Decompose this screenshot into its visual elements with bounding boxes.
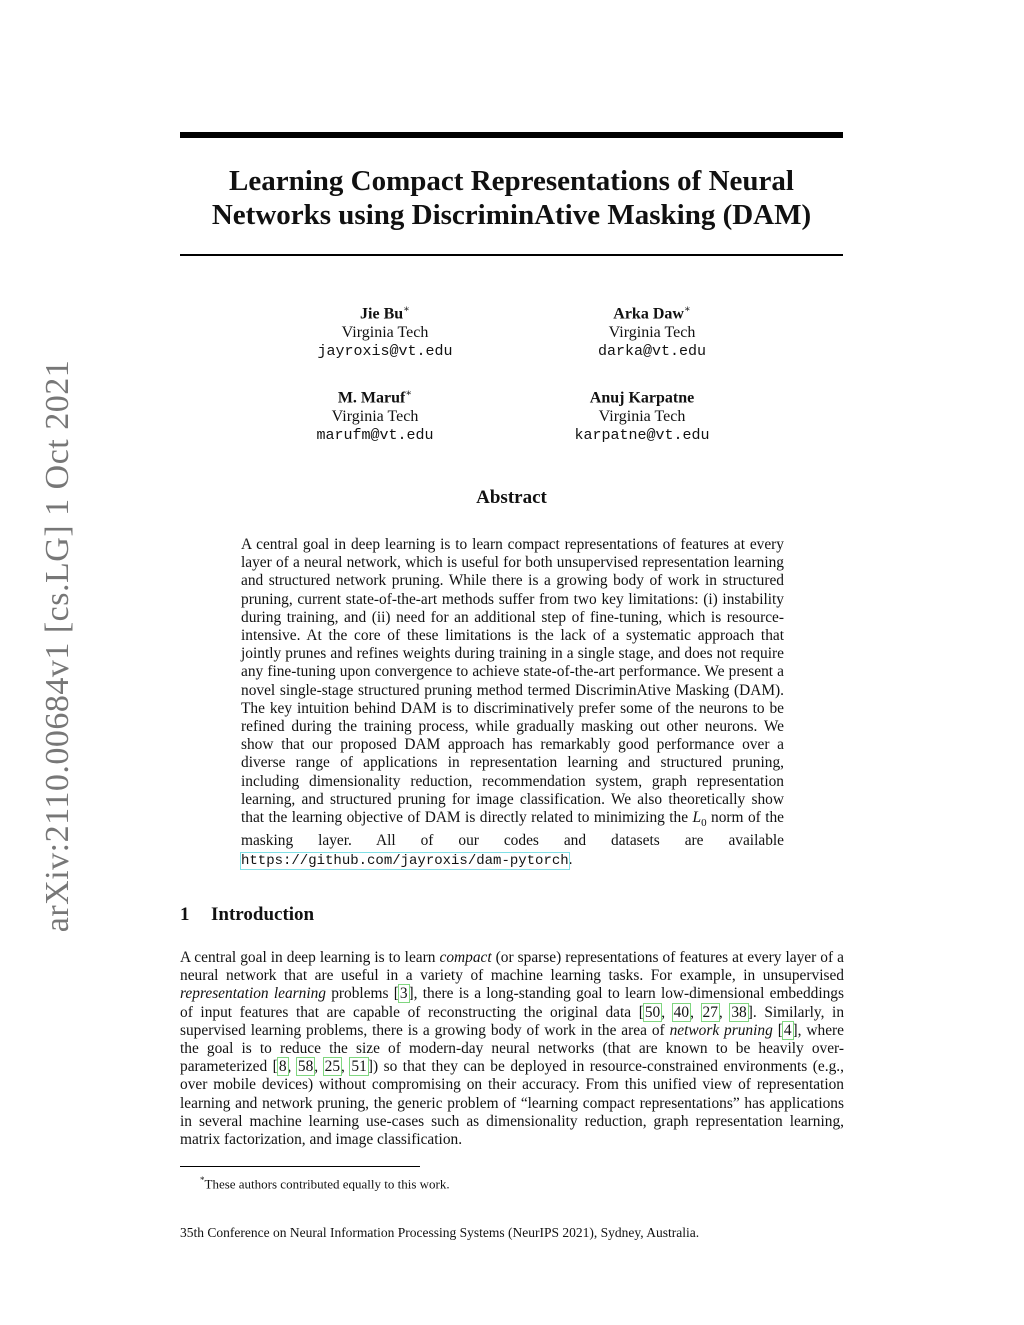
author-affiliation: Virginia Tech [331,408,419,426]
citation-link[interactable]: 27 [702,1003,718,1021]
author-affiliation: Virginia Tech [608,324,696,342]
citation-link[interactable]: 50 [644,1003,661,1021]
arxiv-identifier: arXiv:2110.00684v1 [cs.LG] 1 Oct 2021 [39,359,76,933]
author-block-3 [245,384,505,445]
paper-title [180,164,843,232]
author-name: Anuj Karpatne [589,389,695,407]
author-name: M. Maruf∗ [337,388,413,407]
citation-link[interactable]: 25 [324,1058,341,1076]
title-bottom-rule [180,254,843,256]
conference-footer: 35th Conference on Neural Information Processing Systems (NeurIPS 2021), Sydney, Australia. [180,1225,700,1240]
title-line-2: Networks using DiscriminAtive Masking (DAM) [211,199,812,231]
author-affiliation: Virginia Tech [341,324,429,342]
citation-link[interactable]: 3 [399,985,408,1003]
author-email[interactable]: marufm@vt.edu [316,427,434,445]
footnote-mark: * [200,1175,205,1185]
author-email[interactable]: darka@vt.edu [597,343,707,361]
author-email[interactable]: karpatne@vt.edu [574,427,710,445]
author-block-2 [522,300,782,361]
citation-link[interactable]: 40 [673,1003,690,1021]
title-top-rule [180,132,843,138]
citation-link[interactable]: 38 [731,1003,747,1021]
section-title: Introduction [211,904,315,925]
abstract-body: A central goal in deep learning is to learn compact representations of features at every layer of a neural network, which is useful for both unsupervised representation learning and structured network pruning. While there is a growing body of work in structured pruning, current state-of-the-art methods suffer from two key limitations: (i) instability during training, and (ii) need for an additional step of fine-tuning, which is resource-intensive. At the core of these limitations is the lack of a systematic approach that jointly prunes and refines weights during training in a single stage, and does not require any fine-tuning upon convergence to achieve state-of-the-art performance. We present a novel single-stage structured pruning method termed DiscriminAtive Masking (DAM). The key intuition behind DAM is to discriminatively prefer some of the neurons to be refined during the training process, while gradually masking out other neurons. We show that our proposed DAM approach has remarkably good performance over a diverse range of applications in representation learning and structured pruning, including dimensionality reduction, recommendation system, graph representation learning, and structured pruning for image classification. We also theoretically show that the learning objective of DAM is directly related to minimizing the $L_0$ norm of the masking layer. All of our codes and datasets are available https://github.com/jayroxis/dam-pytorch. [241,536,785,869]
author-name: Jie Bu∗ [360,304,410,323]
title-line-1: Learning Compact Representations of Neural [229,165,794,197]
author-email[interactable]: jayroxis@vt.edu [317,343,453,361]
citation-link[interactable]: 58 [297,1058,314,1076]
abstract-heading: Abstract [476,487,547,508]
introduction-paragraph: A central goal in deep learning is to learn compact (or sparse) representations of features at every layer of a neural network that are useful in a variety of machine learning tasks. For example, in unsupervised representation learning problems [3], there is a long-standing goal to learn low-dimensional embeddings of input features that are capable of reconstructing the original data [50, 40, 27, 38]. Similarly, in supervised learning problems, there is a growing body of work in the area of network pruning [4], where the goal is to reduce the size of modern-day neural networks (that are known to be heavily over-parameterized [8, 58, 25, 51]) so that they can be deployed in resource-constrained environments (e.g., over mobile devices) without compromising on their accuracy. From this unified view of representation learning and network pruning, the generic problem of “learning compact representations” has applications in several machine learning use-cases such as dimensionality reduction, graph representation learning, matrix factorization, and image classification. [180,949,845,1149]
citation-link[interactable]: 8 [278,1058,287,1076]
citation-link[interactable]: 51 [351,1058,367,1076]
author-affiliation: Virginia Tech [598,408,686,426]
footnote-text: These authors contributed equally to this work. [204,1176,450,1192]
citation-link[interactable]: 4 [783,1021,792,1039]
author-block-1 [255,300,515,361]
github-link[interactable]: https://github.com/jayroxis/dam-pytorch [241,852,569,869]
footnote [200,1172,450,1192]
author-block-4 [512,384,772,445]
section-number: 1 [180,904,190,925]
author-name: Arka Daw∗ [613,304,691,323]
section-heading-introduction [180,904,314,926]
l0-symbol: $L_0$ [692,809,707,830]
footnote-rule [180,1166,420,1167]
